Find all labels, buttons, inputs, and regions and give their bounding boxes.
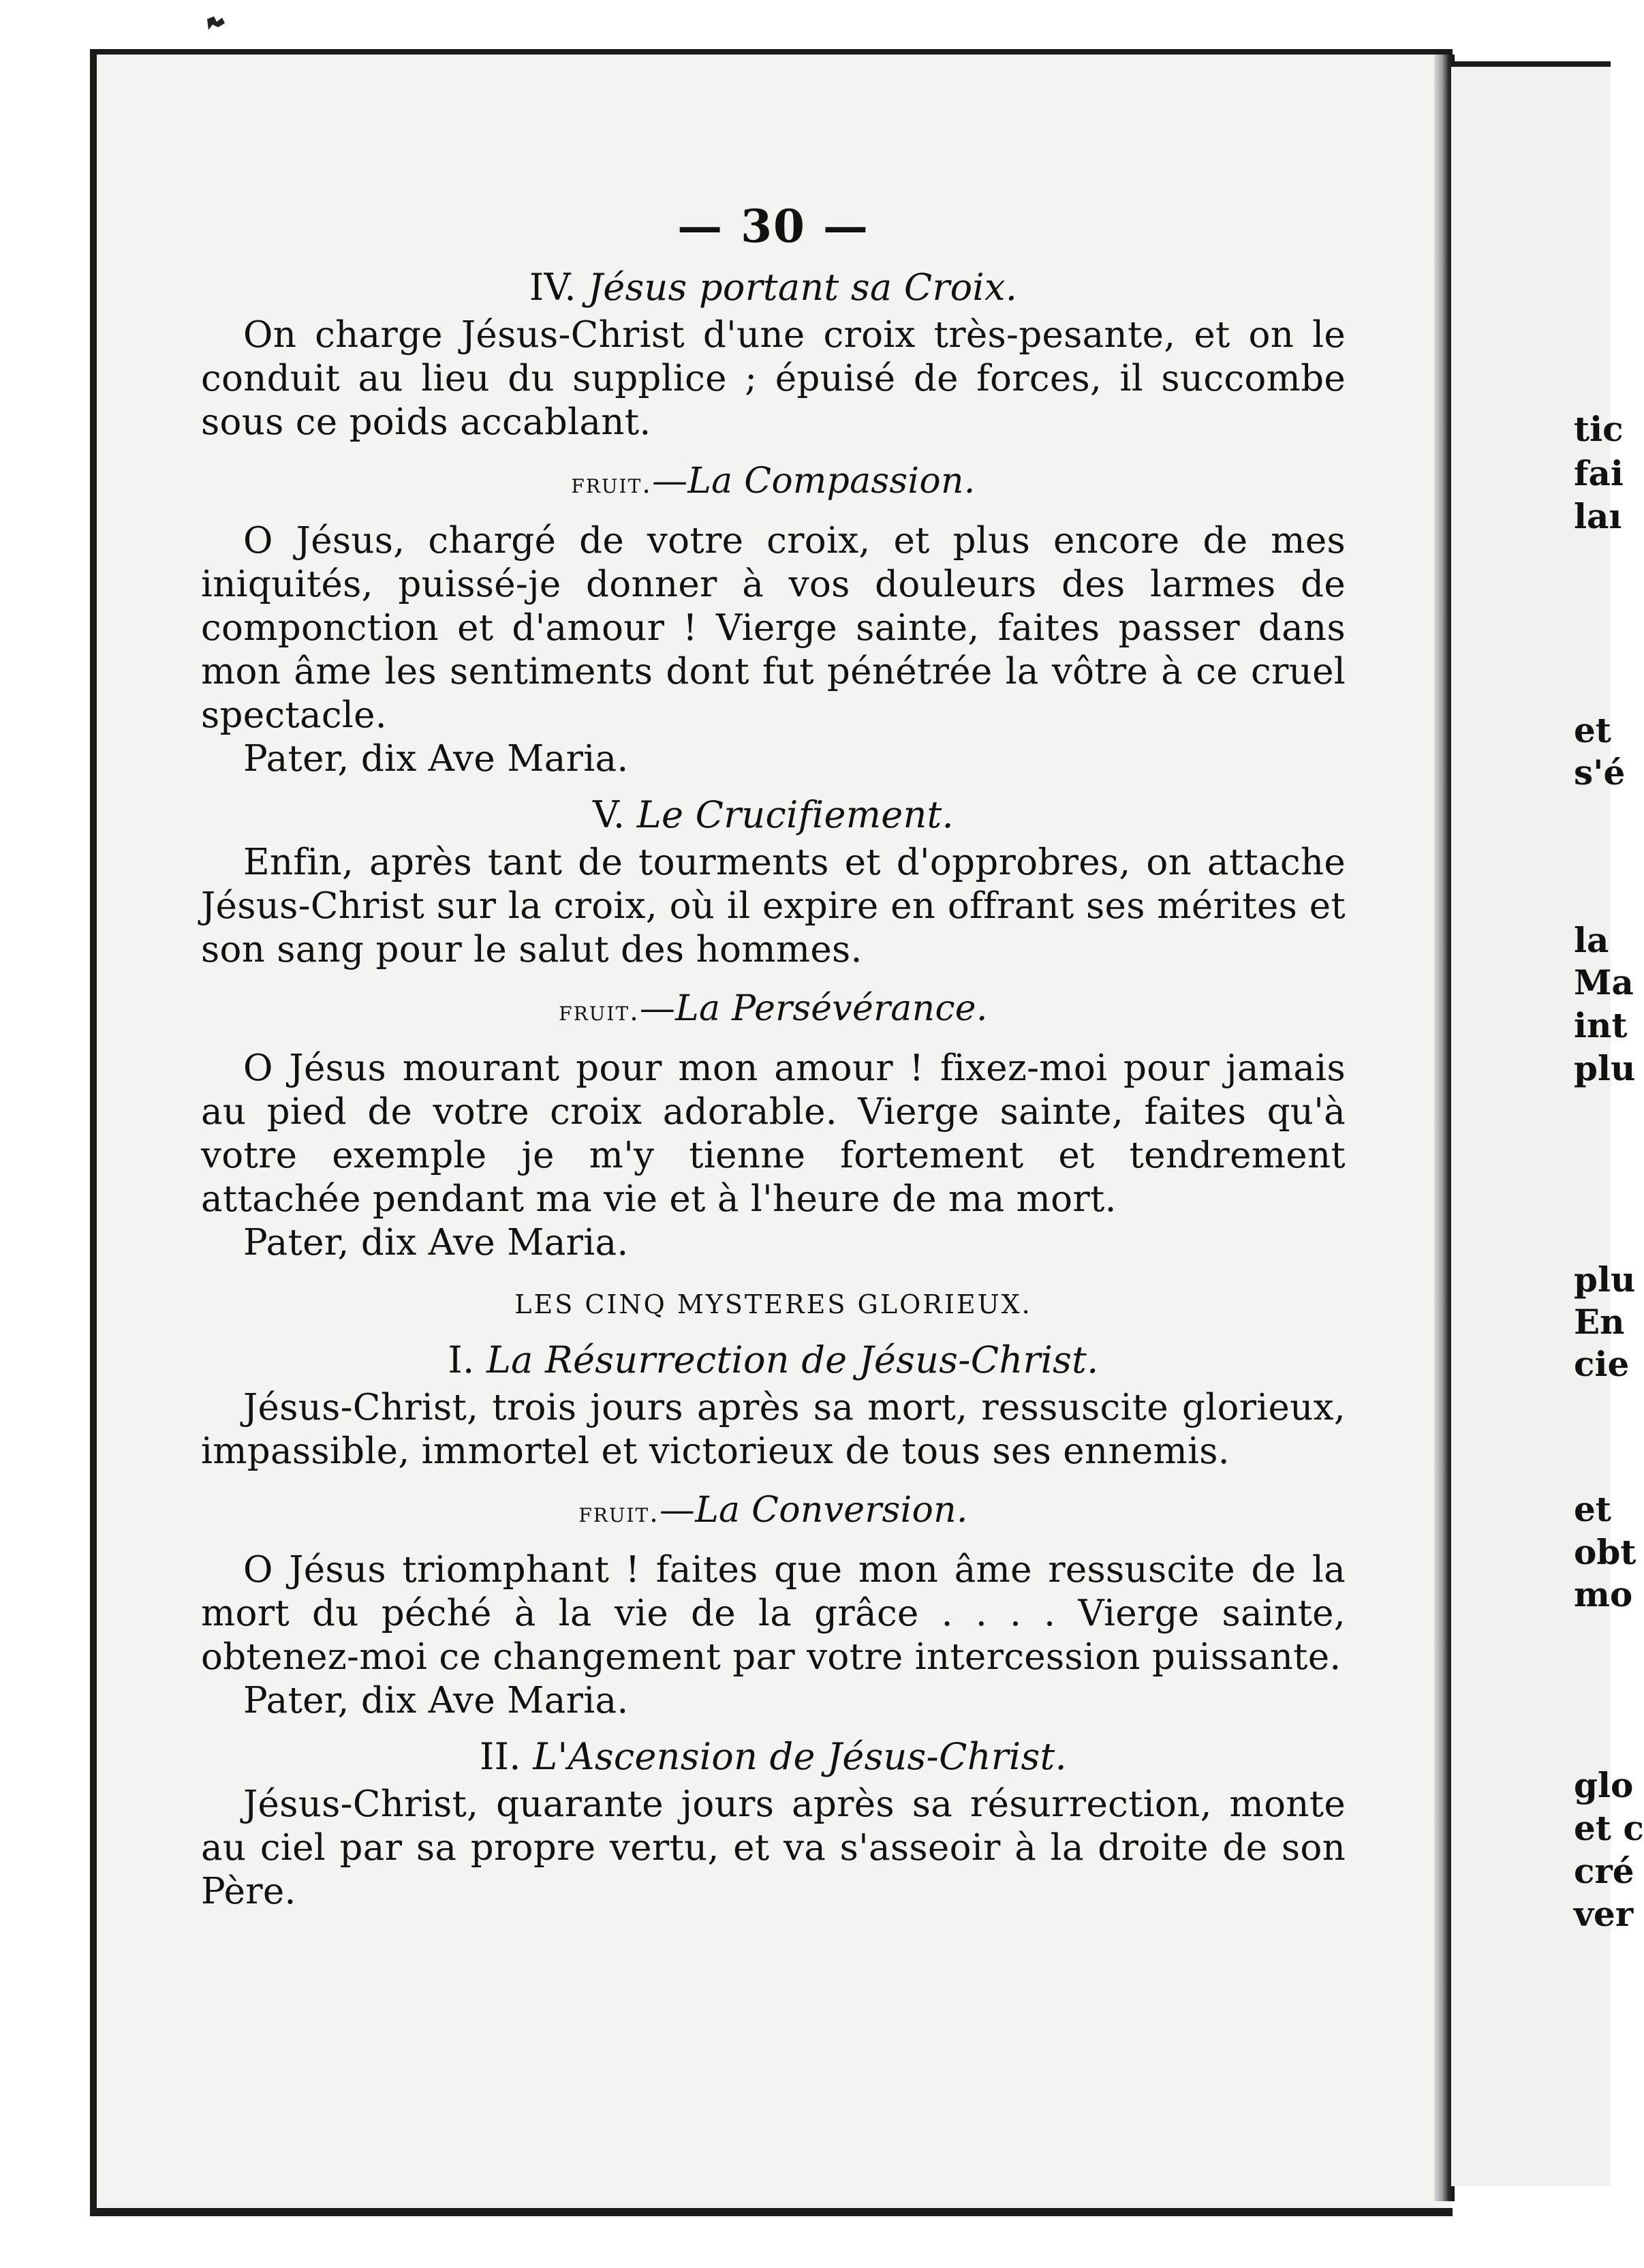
facing-fragment: et xyxy=(1574,710,1611,750)
fruit-label: fruit. xyxy=(578,1497,660,1529)
section-title: LES CINQ MYSTERES GLORIEUX. xyxy=(514,1289,1032,1319)
page-text xyxy=(201,200,1346,1914)
fruit-line: fruit.—La Persévérance. xyxy=(559,988,988,1029)
film-speck xyxy=(204,12,229,33)
fruit-title: La Compassion. xyxy=(687,461,976,502)
fruit-line: fruit.—La Compassion. xyxy=(571,461,976,502)
mystery-title: L'Ascension de Jésus-Christ. xyxy=(533,1735,1067,1778)
facing-fragment: cie xyxy=(1574,1344,1630,1384)
facing-fragment: glo xyxy=(1574,1765,1634,1805)
mystery-title: Jésus portant sa Croix. xyxy=(588,266,1018,309)
mystery-title: Le Crucifiement. xyxy=(636,793,955,836)
fruit-title: La Persévérance. xyxy=(675,988,988,1029)
mystery-narrative: Jésus-Christ, quarante jours après sa résurrection, monte au ciel par sa propre vertu, et va s'asseoir à la droite de son Père. xyxy=(201,1783,1346,1912)
mystery-numeral: I. xyxy=(448,1338,475,1381)
mystery-prayer: O Jésus triomphant ! faites que mon âme ressuscite de la mort du péché à la vie de la grâce . . . . Vierge sainte, obtenez-moi ce changement par votre intercession puissante. xyxy=(201,1549,1346,1678)
mystery-numeral: V. xyxy=(592,793,625,836)
mystery-narrative: Jésus-Christ, trois jours après sa mort, ressuscite glorieux, impassible, immortel et victorieux de tous ses ennemis. xyxy=(201,1387,1346,1472)
film-margin xyxy=(0,0,1611,55)
mystery-heading xyxy=(201,1338,1346,1382)
mystery-heading xyxy=(201,1735,1346,1779)
facing-fragment: s'é xyxy=(1574,752,1626,793)
facing-fragment: int xyxy=(1574,1005,1628,1045)
mystery-narrative: On charge Jésus-Christ d'une croix très-pesante, et on le conduit au lieu du supplice ; épuisé de forces, il succombe sous ce poids accablant. xyxy=(201,314,1346,443)
mystery-prayer: O Jésus, chargé de votre croix, et plus encore de mes iniquités, puissé-je donner à vos douleurs des larmes de componction et d'amour ! Vierge sainte, faites passer dans mon âme les sentiments dont fut pénétrée la vôtre à ce cruel spectacle. xyxy=(201,520,1346,736)
facing-fragment: plu xyxy=(1574,1259,1636,1300)
facing-fragment: tic xyxy=(1574,409,1624,449)
pater-line: Pater, dix Ave Maria. xyxy=(243,1222,629,1263)
facing-fragment: et c xyxy=(1574,1808,1644,1848)
page-number: — 30 — xyxy=(677,200,869,253)
mystery-narrative: Enfin, après tant de tourments et d'opprobres, on attache Jésus-Christ sur la croix, où il expire en offrant ses mérites et son sang pour le salut des hommes. xyxy=(201,842,1346,970)
pater-line: Pater, dix Ave Maria. xyxy=(243,1680,629,1721)
fruit-label: fruit. xyxy=(571,468,652,500)
facing-fragment: fai xyxy=(1574,453,1624,493)
mystery-heading xyxy=(201,266,1346,309)
mystery-title: La Résurrection de Jésus-Christ. xyxy=(486,1338,1099,1381)
facing-fragment: En xyxy=(1574,1302,1625,1342)
fruit-label: fruit. xyxy=(559,996,640,1027)
fruit-line: fruit.—La Conversion. xyxy=(578,1490,968,1531)
facing-fragment: cré xyxy=(1574,1851,1634,1891)
facing-fragment: obt xyxy=(1574,1532,1637,1572)
facing-fragment: la xyxy=(1574,920,1609,960)
facing-fragment: ver xyxy=(1574,1894,1634,1934)
pater-line: Pater, dix Ave Maria. xyxy=(243,738,629,780)
facing-fragment: et xyxy=(1574,1489,1611,1529)
facing-fragment: mo xyxy=(1574,1574,1633,1614)
facing-fragment: Ma xyxy=(1574,962,1634,1002)
mystery-heading xyxy=(201,793,1346,837)
mystery-numeral: IV. xyxy=(529,266,576,309)
mystery-numeral: II. xyxy=(480,1735,521,1778)
facing-fragment: plu xyxy=(1574,1048,1636,1088)
fruit-title: La Conversion. xyxy=(695,1490,968,1531)
facing-fragment: laı xyxy=(1574,496,1622,536)
mystery-prayer: O Jésus mourant pour mon amour ! fixez-moi pour jamais au pied de votre croix adorable. Vierge sainte, faites qu'à votre exemple je m'y tienne fortement et tendrement attachée pendant ma vie et à l'heure de ma mort. xyxy=(201,1047,1346,1220)
